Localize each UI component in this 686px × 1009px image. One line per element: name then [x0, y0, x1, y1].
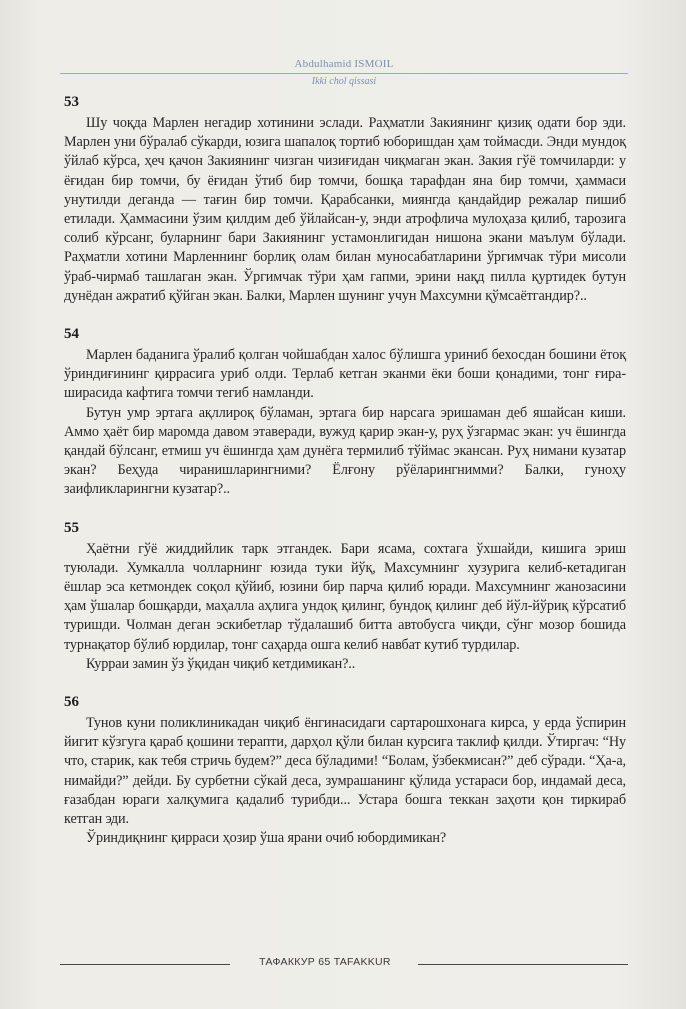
section-number: 55: [64, 519, 79, 536]
footer-rule-right: [418, 964, 628, 965]
paragraph: Ҳаётни гўё жиддийлик тарк этгандек. Бари ясама, сохтага ўхшайди, кишига эриш туюлади. Хумкалла чолларнинг юзида туки йўқ, Махсумнинг хузурига келиб-кетадиган ёшлар эса кетмондек соқол қўйиб, юзини бир парча қилиб юради. Махсумнинг жанозасини ҳам ўшалар бошқарди, маҳалла аҳлига ундоқ қилинг, бундоқ қилинг деб йўл-йўриқ кўрсатиб туришди. Чолман деган эскибетлар тўдалашиб битта автобусга чиқди, сўнг мозор бошида турнақатор бўлиб юрдилар, тонг саҳарда ошга келиб навбат кутиб турдилар.: [64, 540, 626, 653]
section-53: [64, 92, 626, 306]
page-body: [64, 92, 626, 867]
section-number: 56: [64, 694, 79, 711]
header-author: Abdulhamid ISMOIL: [294, 58, 394, 70]
paragraph: Ўриндиқнинг қирраси ҳозир ўша ярани очиб юбордимикан?: [86, 830, 447, 847]
section-56: [64, 692, 626, 848]
paragraph: Марлен баданига ўралиб қолган чойшабдан халос бўлишга уриниб бехосдан бошини ётоқ ўриндиғининг қиррасига уриб олди. Терлаб кетган эканми ёки боши қонадими, тонг ғира-ширасида кафтига томчи тегиб намланди.: [64, 347, 626, 402]
running-header: [60, 58, 628, 92]
section-55: [64, 518, 626, 674]
paragraph: Шу чоқда Марлен негадир хотинини эслади. Раҳматли Закиянинг қизиқ одати бор эди. Марлен уни бўралаб сўкарди, юзига шапалоқ тортиб юборишдан ҳам тоймасди. Энди мундоқ ўйлаб кўрса, ҳеч қачон Закиянинг чизган чизиғидан чиқмаган экан. Закия гўё томчиларди: у ёғидан бир томчи, бу ёғидан ўтиб бир томчи, бошқа тарафдан яна бир томчи, ҳаммаси унутилди деганда — тағин бир томчи. Қарабсанки, миянгда қандайдир режалар пишиб етилади. Ҳаммасини ўзим қилдим деб ўйлайсан-у, энди атрофлича мулоҳаза қилиб, тарозига солиб кўрсанг, буларнинг бари Закиянинг устамонлигидан нишона экани маълум бўлади. Раҳматли хотини Марленнинг борлиқ олам билан муносабатларини ўргимчак тўри мисоли ўраб-чирмаб ташлаган экан. Ўргимчак тўри ҳам гапми, эрини нақд пилла қуртидек бутун дунёдан ажратиб қўйган экан. Балки, Марлен шунинг учун Махсумни қўмсаётгандир?..: [64, 115, 626, 304]
footer-rule-left: [60, 964, 230, 965]
footer-page-label: ТАФАККУР 65 TAFAKKUR: [259, 956, 391, 968]
section-number: 53: [64, 94, 79, 110]
section-number: 54: [64, 326, 79, 343]
header-subtitle: Ikki chol qissasi: [311, 76, 377, 87]
section-54: [64, 324, 626, 500]
paragraph: Курраи замин ўз ўқидан чиқиб кетдимикан?..: [86, 655, 356, 672]
page-footer: [60, 956, 628, 972]
paragraph: Тунов куни поликлиникадан чиқиб ёнгинасидаги сартарошхонага кирса, у ерда ўспирин йигит кўзгуга қараб қошини терапти, дарҳол қўли билан курсига таклиф қилди. Ўтиргач: “Ну что, старик, как тебя стричь будем?” деса бўладими! “Болам, ўзбекмисан?” деб сўради. “Ҳа-а, нимайди?” дейди. Бу сурбетни сўкай деса, зумрашанинг қўлида устараси бор, индамай деса, ғазабдан юраги халқумига қадалиб турибди... Устара бошга теккан заҳоти қон тиркираб кетган эди.: [64, 715, 626, 828]
paragraph: Бутун умр эртага ақллироқ бўламан, эртага бир нарсага эришаман деб яшайсан киши. Аммо ҳаёт бир маромда давом этаверади, вужуд қарир экан-у, руҳ ўзгармас экан: уч ёшингда қандай бўлсанг, етмиш уч ёшингда ҳам дунёга термилиб тўймас экансан. Руҳ нимани кузатар экан? Беҳуда чиранишларингними? Ёлғону рўёларингнимми? Балки, гуноҳу заифликларингни кузатар?..: [64, 404, 626, 498]
header-rule: [60, 73, 628, 74]
